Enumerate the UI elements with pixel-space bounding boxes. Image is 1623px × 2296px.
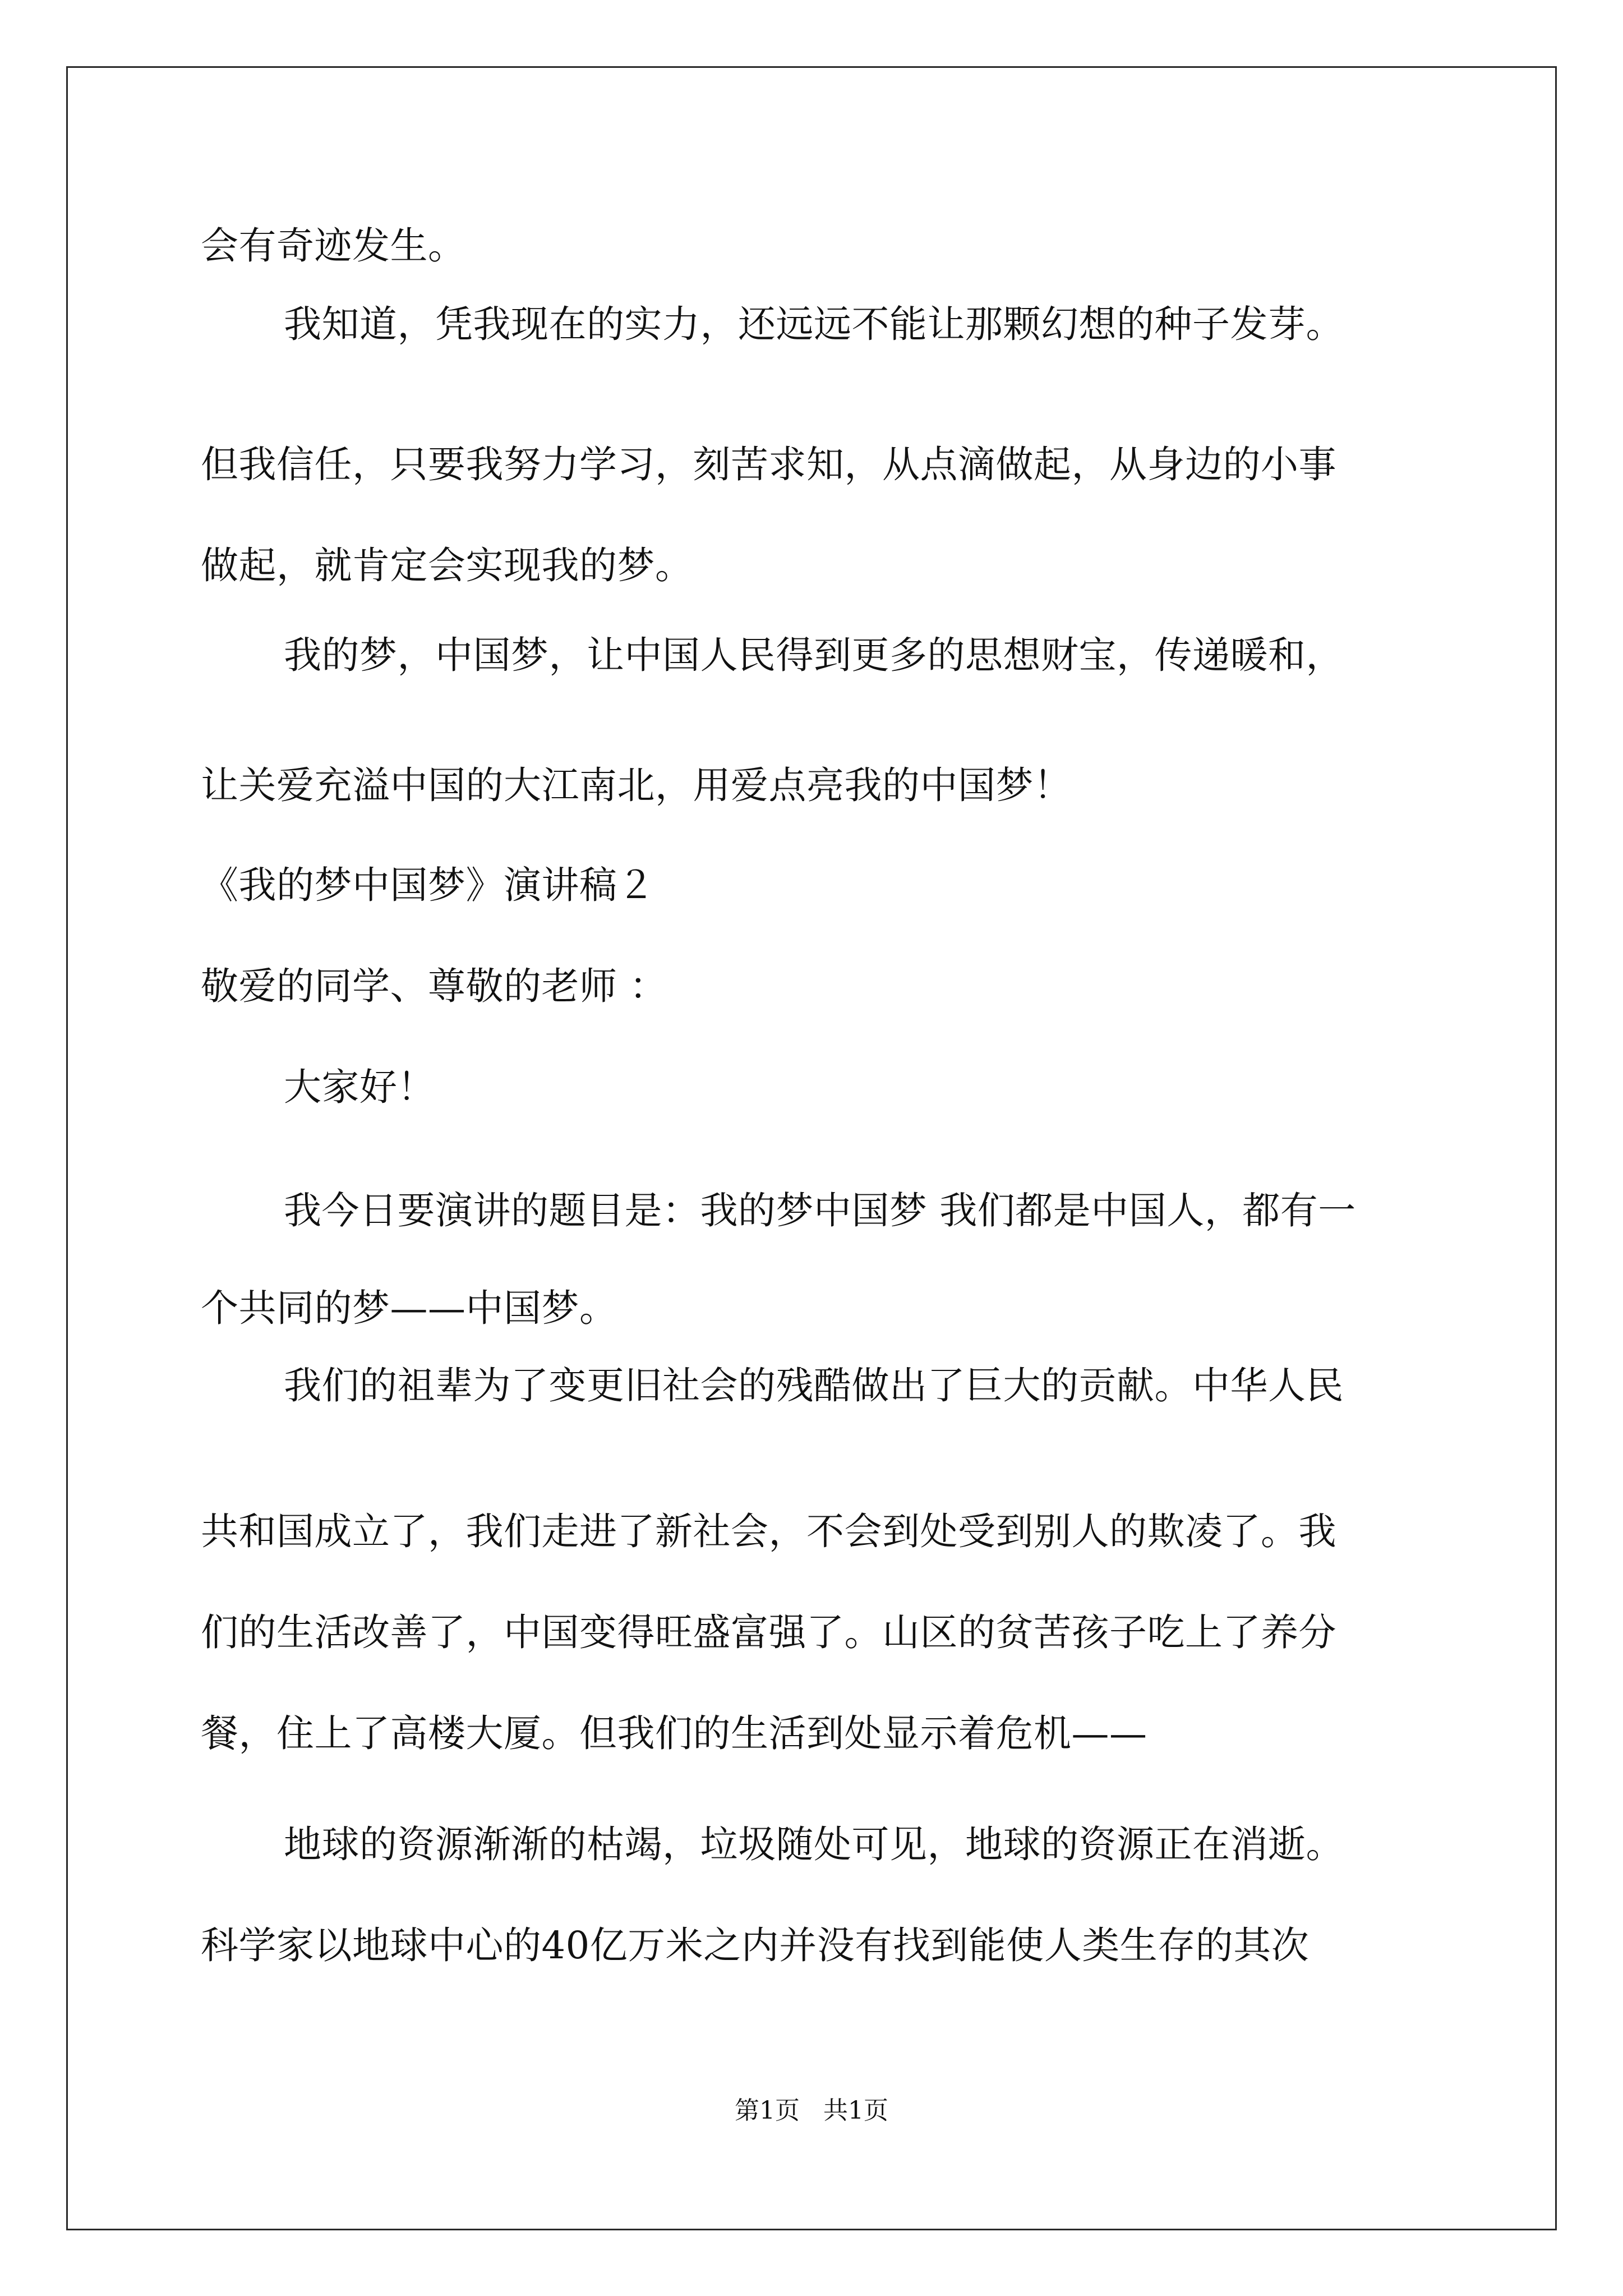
paragraph-line: 我的梦，中国梦，让中国人民得到更多的思想财宝，传递暖和， [284,633,1344,677]
paragraph-line: 我们的祖辈为了变更旧社会的残酷做出了巨大的贡献。中华人民 [284,1364,1344,1407]
text-line: 个共同的梦——中国梦。 [201,1286,617,1330]
salutation: 敬爱的同学、尊敬的老师 ： [201,964,667,1008]
text-line: 但我信任，只要我努力学习，刻苦求知，从点滴做起，从身边的小事 [201,443,1336,486]
greeting: 大家好！ [284,1065,435,1109]
page-footer: 第1页 共1页 [735,2096,888,2125]
page-border [66,66,1557,2230]
text-line: 科学家以地球中心的40亿万米之内并没有找到能使人类生存的其次 [201,1924,1310,1967]
paragraph-line: 我知道，凭我现在的实力，还远远不能让那颗幻想的种子发芽。 [284,302,1344,346]
paragraph-line: 我今日要演讲的题目是：我的梦中国梦 我们都是中国人，都有一 [284,1189,1356,1232]
text-line: 餐，住上了高楼大厦。但我们的生活到处显示着危机—— [201,1711,1147,1755]
text-line: 共和国成立了，我们走进了新社会，不会到处受到别人的欺凌了。我 [201,1510,1336,1553]
text-line: 让关爱充溢中国的大江南北，用爱点亮我的中国梦！ [201,763,1072,807]
text-line: 们的生活改善了，中国变得旺盛富强了。山区的贫苦孩子吃上了养分 [201,1611,1336,1654]
text-line: 会有奇迹发生。 [201,224,466,268]
section-heading: 《我的梦中国梦》演讲稿２ [201,863,655,907]
text-line: 做起，就肯定会实现我的梦。 [201,544,693,587]
paragraph-line: 地球的资源渐渐的枯竭，垃圾随处可见，地球的资源正在消逝。 [284,1823,1344,1866]
